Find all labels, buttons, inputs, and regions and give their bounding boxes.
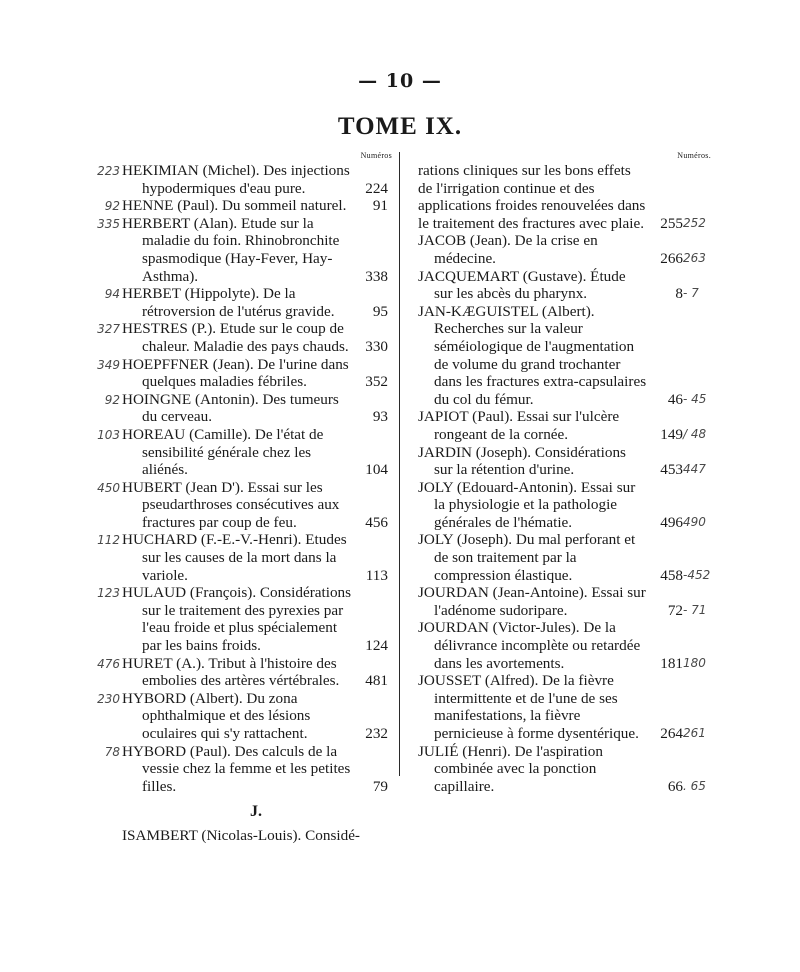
- entry-text: HULAUD (François). Considérations sur le traitement des pyrexies par l'eau froide et plus spécialement par les bains froids.: [122, 584, 352, 655]
- entry-text: HUBERT (Jean D'). Essai sur les pseudarthroses consécutives aux fractures par coup de feu.: [122, 478, 340, 531]
- right-entry-list: [406, 232, 711, 795]
- index-entry: [80, 197, 392, 215]
- handwritten-annotation: - 7: [683, 286, 699, 301]
- handwritten-annotation: 261: [683, 726, 706, 740]
- handwritten-annotation: 123: [97, 586, 120, 601]
- entry-number: 113: [365, 566, 388, 584]
- index-entry: [80, 584, 392, 654]
- index-entry: [406, 619, 711, 672]
- index-entry: [80, 285, 392, 320]
- index-entry: [80, 215, 392, 285]
- handwritten-annotation: 180: [683, 655, 706, 670]
- entry-number: 352: [365, 373, 388, 391]
- entry-number: 46: [667, 390, 683, 408]
- handwritten-annotation: -452: [683, 567, 711, 582]
- entry-text: HUCHARD (F.-E.-V.-Henri). Etudes sur les causes de la mort dans la variole.: [122, 531, 347, 584]
- entry-text: HERBERT (Alan). Etude sur la maladie du foin. Rhinobronchite spasmodique (Hay-Fever, Hay-Asthma).: [122, 214, 340, 285]
- entry-number: 104: [365, 461, 388, 479]
- entry-text: HYBORD (Albert). Du zona ophthalmique et des lésions oculaires qui s'y rattachent.: [122, 689, 311, 742]
- entry-number: 496: [660, 513, 683, 531]
- entry-text: JOUSSET (Alfred). De la fièvre intermittente et de l'une de ses manifestations, la fièvre pernicieuse à forme dysentérique.: [418, 672, 639, 742]
- entry-text: HURET (A.). Tribut à l'histoire des embolies des artères vértébrales.: [122, 654, 340, 690]
- entry-number: 458: [660, 566, 683, 584]
- entry-number: 232: [365, 725, 388, 742]
- index-entry: [80, 479, 392, 532]
- section-letter-j: J.: [250, 803, 262, 821]
- entry-number: 255: [660, 214, 683, 232]
- handwritten-annotation: 223: [97, 164, 120, 178]
- entry-number: 66: [667, 777, 683, 795]
- index-entry: [406, 408, 711, 443]
- index-entry: [406, 743, 711, 796]
- handwritten-annotation: 92: [104, 199, 120, 214]
- index-entry: [80, 162, 392, 197]
- handwritten-annotation: - 71: [683, 602, 707, 617]
- index-entry: [80, 655, 392, 690]
- entry-text: HERBET (Hippolyte). De la rétroversion de l'utérus gravide.: [122, 285, 335, 320]
- entry-number: 264: [660, 725, 683, 742]
- right-column: [406, 150, 711, 795]
- handwritten-annotation: - 45: [683, 391, 707, 406]
- entry-text: JARDIN (Joseph). Considérations sur la rétention d'urine.: [418, 443, 626, 479]
- entry-number: 181: [660, 654, 683, 672]
- entry-text: JAPIOT (Paul). Essai sur l'ulcère rongeant de la cornée.: [418, 408, 620, 443]
- index-entry: [80, 531, 392, 584]
- entry-text: rations cliniques sur les bons effets de l'irrigation continue et des applications froides renouvelées dans le traitement des fractures avec plaie.: [418, 162, 646, 232]
- entry-text: HOINGNE (Antonin). Des tumeurs du cerveau.: [122, 390, 339, 426]
- column-header-left: Numéros: [360, 151, 392, 160]
- handwritten-annotation: 447: [683, 462, 706, 477]
- entry-number: 124: [365, 637, 388, 655]
- index-entry: [406, 444, 711, 479]
- entry-text: JOLY (Joseph). Du mal perforant et de son traitement par la compression élastique.: [418, 531, 636, 584]
- handwritten-annotation: 78: [104, 744, 120, 759]
- index-entry: [406, 531, 711, 584]
- index-entry: [406, 479, 711, 532]
- left-entry-list: [80, 162, 392, 795]
- entry-number: 72: [667, 601, 683, 619]
- entry-number: 456: [365, 513, 388, 531]
- handwritten-annotation: 103: [97, 427, 120, 442]
- page-title: TOME IX.: [337, 113, 463, 140]
- entry-number: 91: [372, 197, 388, 215]
- entry-number: 149: [660, 425, 683, 443]
- column-divider: [399, 152, 400, 776]
- entry-number: 266: [660, 249, 683, 267]
- index-entry: [80, 690, 392, 743]
- handwritten-annotation: 252: [683, 215, 706, 230]
- entry-text: HENNE (Paul). Du sommeil naturel.: [122, 197, 347, 215]
- handwritten-annotation: 476: [97, 656, 120, 671]
- handwritten-annotation: 94: [104, 287, 120, 302]
- left-column: [80, 150, 392, 845]
- handwritten-annotation: / 48: [683, 426, 707, 441]
- entry-text: JACOB (Jean). De la crise en médecine.: [418, 232, 598, 267]
- entry-number: 93: [372, 408, 388, 426]
- entry-text: JOURDAN (Jean-Antoine). Essai sur l'adénome sudoripare.: [418, 584, 646, 619]
- index-entry: [406, 268, 711, 303]
- handwritten-annotation: 335: [97, 216, 120, 231]
- entry-continuation: [406, 162, 711, 232]
- entry-number: 95: [372, 302, 388, 320]
- entry-number: 224: [365, 179, 388, 197]
- handwritten-annotation: 349: [97, 357, 120, 372]
- handwritten-annotation: 327: [97, 322, 120, 337]
- entry-text: JULIÉ (Henri). De l'aspiration combinée avec la ponction capillaire.: [418, 742, 603, 795]
- index-entry: [406, 584, 711, 619]
- column-header-right: Numéros.: [677, 151, 711, 160]
- entry-number: 8: [675, 285, 683, 303]
- index-entry: [80, 743, 392, 796]
- entry-isambert: ISAMBERT (Nicolas-Louis). Considé-: [122, 826, 360, 844]
- page-number: — 10 —: [358, 70, 442, 92]
- handwritten-annotation: 490: [683, 514, 706, 529]
- entry-number: 79: [372, 777, 388, 795]
- entry-text: JOLY (Edouard-Antonin). Essai sur la physiologie et la pathologie générales de l'hématie.: [418, 478, 636, 531]
- entry-text: JOURDAN (Victor-Jules). De la délivrance incomplète ou retardée dans les avortements.: [418, 619, 641, 672]
- index-entry: [80, 391, 392, 426]
- entry-number: 453: [660, 461, 683, 479]
- index-entry: [406, 672, 711, 742]
- entry-number: 330: [365, 337, 388, 355]
- entry-number: 481: [365, 672, 388, 690]
- index-entry: [80, 426, 392, 479]
- index-entry: [406, 303, 711, 409]
- index-entry: [80, 356, 392, 391]
- entry-text: JAN-KÆGUISTEL (Albert). Recherches sur la valeur séméiologique de l'augmentation de volume du grand trochanter dans les fractures extra-capsulaires du col du fémur.: [418, 302, 647, 408]
- handwritten-annotation: 450: [97, 480, 120, 495]
- handwritten-annotation: 230: [97, 691, 120, 706]
- entry-text: HESTRES (P.). Etude sur le coup de chaleur. Maladie des pays chauds.: [122, 320, 349, 355]
- entry-number: 338: [365, 267, 388, 285]
- handwritten-annotation: . 65: [683, 778, 706, 793]
- index-entry: [80, 320, 392, 355]
- entry-text: HOREAU (Camille). De l'état de sensibilité générale chez les aliénés.: [122, 425, 324, 479]
- entry-text: HEKIMIAN (Michel). Des injections hypodermiques d'eau pure.: [122, 162, 350, 197]
- handwritten-annotation: 92: [104, 392, 120, 407]
- index-entry: [406, 232, 711, 267]
- entry-text: JACQUEMART (Gustave). Étude sur les abcès du pharynx.: [418, 267, 626, 303]
- entry-text: HYBORD (Paul). Des calculs de la vessie chez la femme et les petites filles.: [122, 742, 351, 795]
- handwritten-annotation: 263: [683, 250, 706, 265]
- handwritten-annotation: 112: [97, 533, 120, 548]
- entry-text: HOEPFFNER (Jean). De l'urine dans quelques maladies fébriles.: [122, 355, 349, 391]
